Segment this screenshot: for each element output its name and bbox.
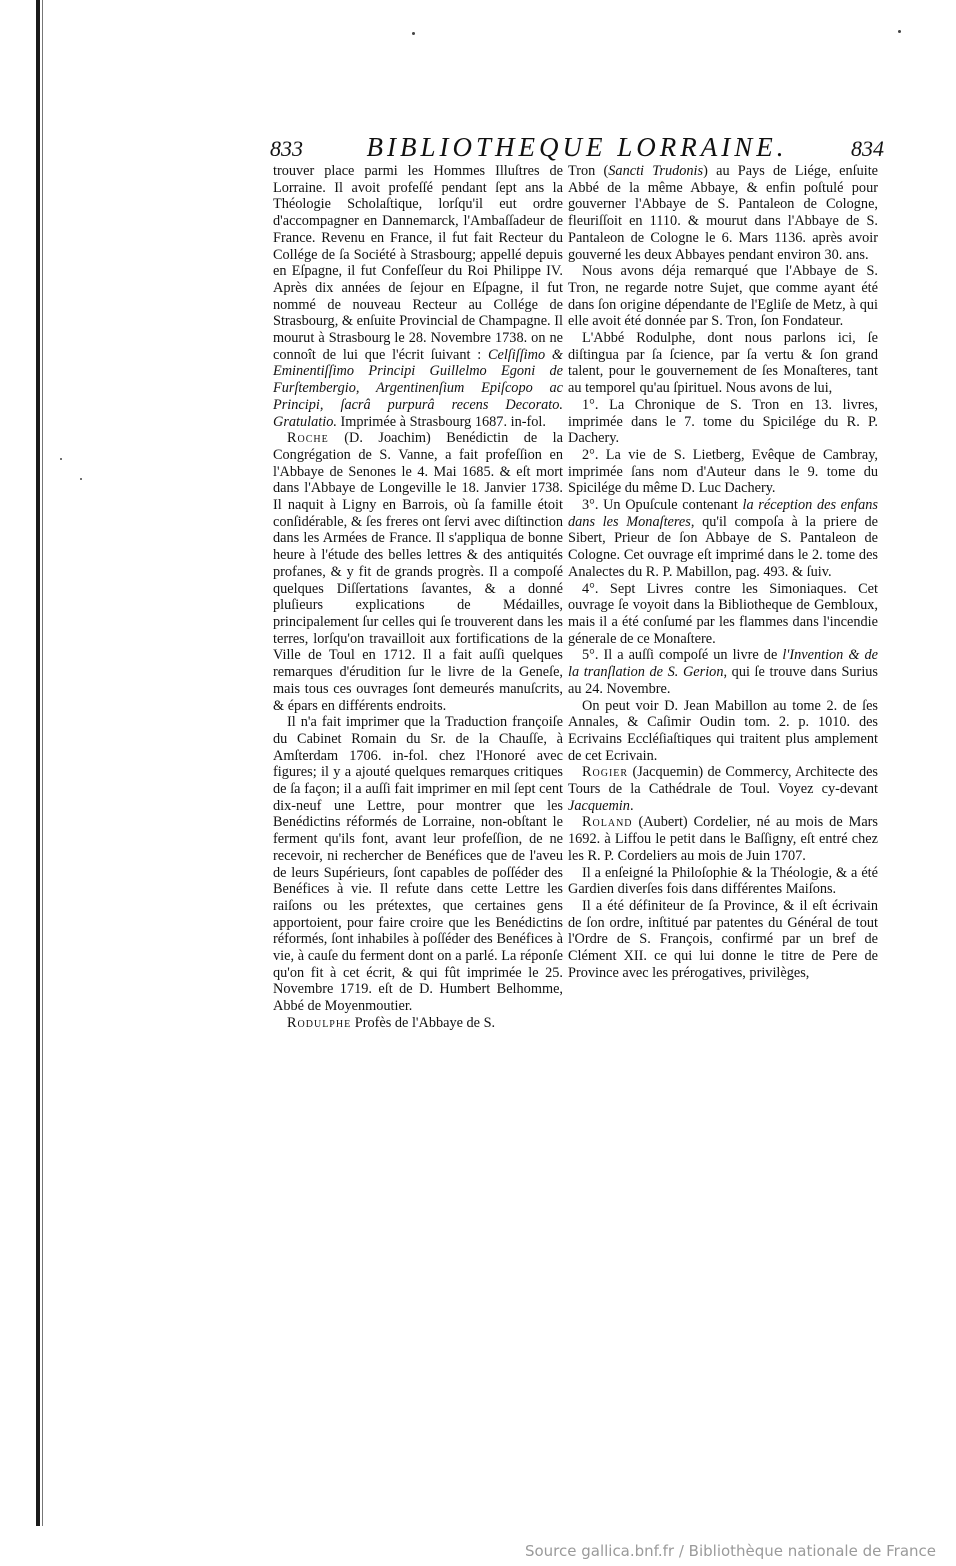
paragraph-text: Imprimée à Strasbourg 1687. in-fol. bbox=[336, 413, 546, 430]
paragraph bbox=[568, 865, 878, 898]
italic-text: Celſiſſimo & Eminentiſſimo Principi Guillelmo Egoni de Furſtembergio, Argentinenſium Epiſcopo ac Principi, ſacrâ purpurâ recens Decorato. Gratulatio. bbox=[273, 346, 563, 430]
paragraph-text: Il n'a fait imprimer que la Traduction françoiſe du Cabinet Romain du Sr. de la Chauſſe, à Amſterdam 1706. in-fol. chez l'Honoré avec figures; il y a ajouté quelques remarques critiques de ſa façon; il a auſſi fait imprimer en mil ſept cent dix-neuf une Lettre, pour montrer que les Benédictins réformés de Lorraine, non-obſtant le ferment qu'ils font, avant leur profeſſion, de ne recevoir, ni rechercher de Benéfices que de l'aveu de leurs Supérieurs, ſont capables de poſſéder des Benéfices à vie. Il refute dans cette Lettre les raiſons ou les prétextes, que certaines gens apportoient, pour faire croire que les Benédictins réformés, ſont inhabiles à poſſéder des Benéfices à vie, à cauſe du ferment dont on a parlé. La réponſe qu'on fit à cet écrit, & qui fût imprimée le 25. Novembre 1719. eſt de D. Humbert Belhomme, Abbé de Moyenmoutier. bbox=[273, 714, 563, 1015]
paragraph-text: On peut voir D. Jean Mabillon au tome 2. de ſes Annales, & Caſimir Oudin tom. 2. p. 1010. des Ecrivains Eccléſiaſtiques qui traitent plus amplement de cet Ecrivain. bbox=[568, 697, 878, 764]
ink-speck bbox=[80, 478, 82, 480]
paragraph bbox=[273, 163, 563, 430]
right-text-column bbox=[568, 163, 878, 981]
right-page-number: 834 bbox=[851, 136, 884, 161]
paragraph-text: Il a enſeigné la Philoſophie & la Théologie, & a été Gardien diverſes fois dans différentes Maiſons. bbox=[568, 864, 878, 898]
paragraph-text: Nous avons déja remarqué que l'Abbaye de S. Tron, ne regarde notre Sujet, que comme ayant été dans ſon origine dépendante de l'Egliſe de Metz, à qui elle avoit été donnée par S. Tron, ſon Fondateur. bbox=[568, 263, 878, 330]
italic-text: Jacquemin bbox=[568, 797, 630, 814]
paragraph bbox=[568, 898, 878, 982]
paragraph bbox=[568, 698, 878, 765]
entry-name: Rogier bbox=[582, 764, 629, 781]
paragraph bbox=[568, 497, 878, 581]
paragraph-text: (Aubert) Cordelier, né au mois de Mars 1692. à Liffou le petit dans le Baſſigny, eſt entré chez les R. P. Cordeliers au mois de Juin 1707. bbox=[568, 814, 878, 864]
paragraph-text: 2°. La vie de S. Lietberg, Evêque de Cambray, imprimée ſans nom d'Auteur dans le 9. tome du Spicilége du même D. Luc Dachery. bbox=[568, 446, 878, 497]
paragraph bbox=[568, 397, 878, 447]
italic-text: la réception des enfans dans les Monaſteres bbox=[568, 497, 878, 530]
paragraph-text: Profès de l'Abbaye de S. bbox=[351, 1014, 496, 1031]
page-binding-edge-inner bbox=[42, 0, 43, 1526]
italic-text: l'Invention & de la tranſlation de S. Gerion bbox=[568, 647, 878, 681]
italic-text: Sancti Trudonis bbox=[608, 163, 704, 179]
paragraph-text: ) au Pays de Liége, enſuite Abbé de la même Abbaye, & enfin poſtulé pour gouverner l'Abbaye de S. Pantaleon de Cologne, fleuriſſoit en 1110. & mourut dans l'Abbaye de S. Pantaleon de Cologne le 6. Mars 1136. après avoir gouverné les deux Abbayes pendant environ 30. ans. bbox=[568, 163, 879, 263]
paragraph-text: 1°. La Chronique de S. Tron en 13. livres, imprimée dans le 7. tome du Spicilége du R. P. Dachery. bbox=[568, 396, 878, 447]
paragraph-text: L'Abbé Rodulphe, dont nous parlons ici, ſe diſtingua par ſa ſcience, par ſa vertu & ſon grand talent, pour le gouvernement de ſes Monaſteres, tant au temporel qu'au ſpirituel. Nous avons de lui, bbox=[568, 330, 878, 397]
paragraph bbox=[568, 330, 878, 397]
paragraph-text: Il a été définiteur de ſa Province, & il eſt écrivain de ſon ordre, inſtitué par patentes du Général de tout l'Ordre de S. François, confirmé par un bref de Clément XII. ce qui lui donne le titre de Pere de Province avec les prérogatives, privilèges, bbox=[568, 897, 878, 981]
paragraph bbox=[568, 814, 878, 864]
paragraph bbox=[273, 714, 563, 1015]
paragraph-text: , qu'il compoſa à la priere de Sibert, Prieur de ſon Abbaye de S. Pantaleon de Cologne. Cet ouvrage eſt imprimé dans le 2. tome des Analectes du R. P. Mabillon, pag. 493. & ſuiv. bbox=[568, 513, 878, 580]
paragraph-text: trouver place parmi les Hommes Illuſtres de Lorraine. Il avoit profeſſé pendant ſept ans la Théologie Scholaſtique, lorſqu'il eut ordre d'accompagner en Dannemarck, l'Ambaſſadeur de France. Revenu en France, il fut fait Recteur du Collége de ſa Société à Strasbourg; appellé depuis en Eſpagne, il fut Confeſſeur du Roi Philippe IV. Après dix années de ſejour en Eſpagne, il fut nommé de nouveau Recteur au Collége de Strasbourg, & enſuite Provincial de Champagne. Il mourut à Strasbourg le 28. Novembre 1738. on ne connoît de lui que l'écrit ſuivant : bbox=[273, 163, 563, 363]
paragraph bbox=[568, 647, 878, 697]
paragraph-text: , qui ſe trouve dans Surius au 24. Novembre. bbox=[568, 664, 879, 697]
paragraph bbox=[568, 447, 878, 497]
entry-name: Rodulphe bbox=[287, 1014, 352, 1031]
left-text-column bbox=[273, 163, 563, 1032]
entry-name: Roland bbox=[582, 814, 633, 831]
paragraph bbox=[568, 263, 878, 330]
paragraph-text: (D. Joachim) Benédictin de la Congrégation de S. Vanne, a fait profeſſion en l'Abbaye de Senones le 4. Mai 1685. & eſt mort dans l'Abbaye de Longeville le 18. Janvier 1738. Il naquit à Ligny en Barrois, où ſa famille étoit conſidérable, & ſes freres ont ſervi avec diſtinction dans les Armées de France. Il s'appliqua de bonne heure à l'étude des belles lettres & des antiquités profanes, & y fit de grands progrès. Il a compoſé quelques Diſſertations ſavantes, & a donné pluſieurs explications de Médailles, principalement ſur celles qui ſe trouverent dans les terres, lorſqu'on travailloit aux fortifications de la Ville de Toul en 1712. Il a fait auſſi quelques remarques d'érudition ſur le livre de la Geneſe, mais tous ces ouvrages ſont demeurés manuſcrits, & épars en différents endroits. bbox=[273, 430, 563, 714]
left-page-number: 833 bbox=[270, 136, 303, 161]
ink-speck bbox=[412, 32, 415, 35]
paragraph-text: . bbox=[629, 797, 634, 814]
paragraph-text: 3°. Un Opuſcule contenant bbox=[582, 497, 743, 514]
paragraph-text: 5°. Il a auſſi compoſé un livre de bbox=[582, 647, 783, 664]
page-binding-edge bbox=[36, 0, 40, 1526]
paragraph-text: Tron ( bbox=[568, 163, 609, 179]
ink-speck bbox=[60, 458, 62, 460]
paragraph bbox=[568, 764, 878, 814]
source-attribution: Source gallica.bnf.fr / Bibliothèque nationale de France bbox=[524, 1542, 936, 1560]
running-title: BIBLIOTHEQUE LORRAINE. bbox=[366, 132, 788, 162]
paragraph bbox=[568, 163, 878, 263]
paragraph bbox=[568, 581, 878, 648]
ink-speck bbox=[898, 30, 901, 33]
paragraph-text: 4°. Sept Livres contre les Simoniaques. Cet ouvrage ſe voyoit dans la Bibliotheque de Gembloux, mais il a été conſumé par les flammes dans l'incendie génerale de ce Monaſtere. bbox=[568, 580, 878, 647]
paragraph bbox=[273, 1015, 563, 1032]
entry-name: Roche bbox=[287, 430, 329, 447]
paragraph bbox=[273, 430, 563, 714]
paragraph-text: (Jacquemin) de Commercy, Architecte des Tours de la Cathédrale de Toul. Voyez cy-devant bbox=[568, 764, 878, 798]
